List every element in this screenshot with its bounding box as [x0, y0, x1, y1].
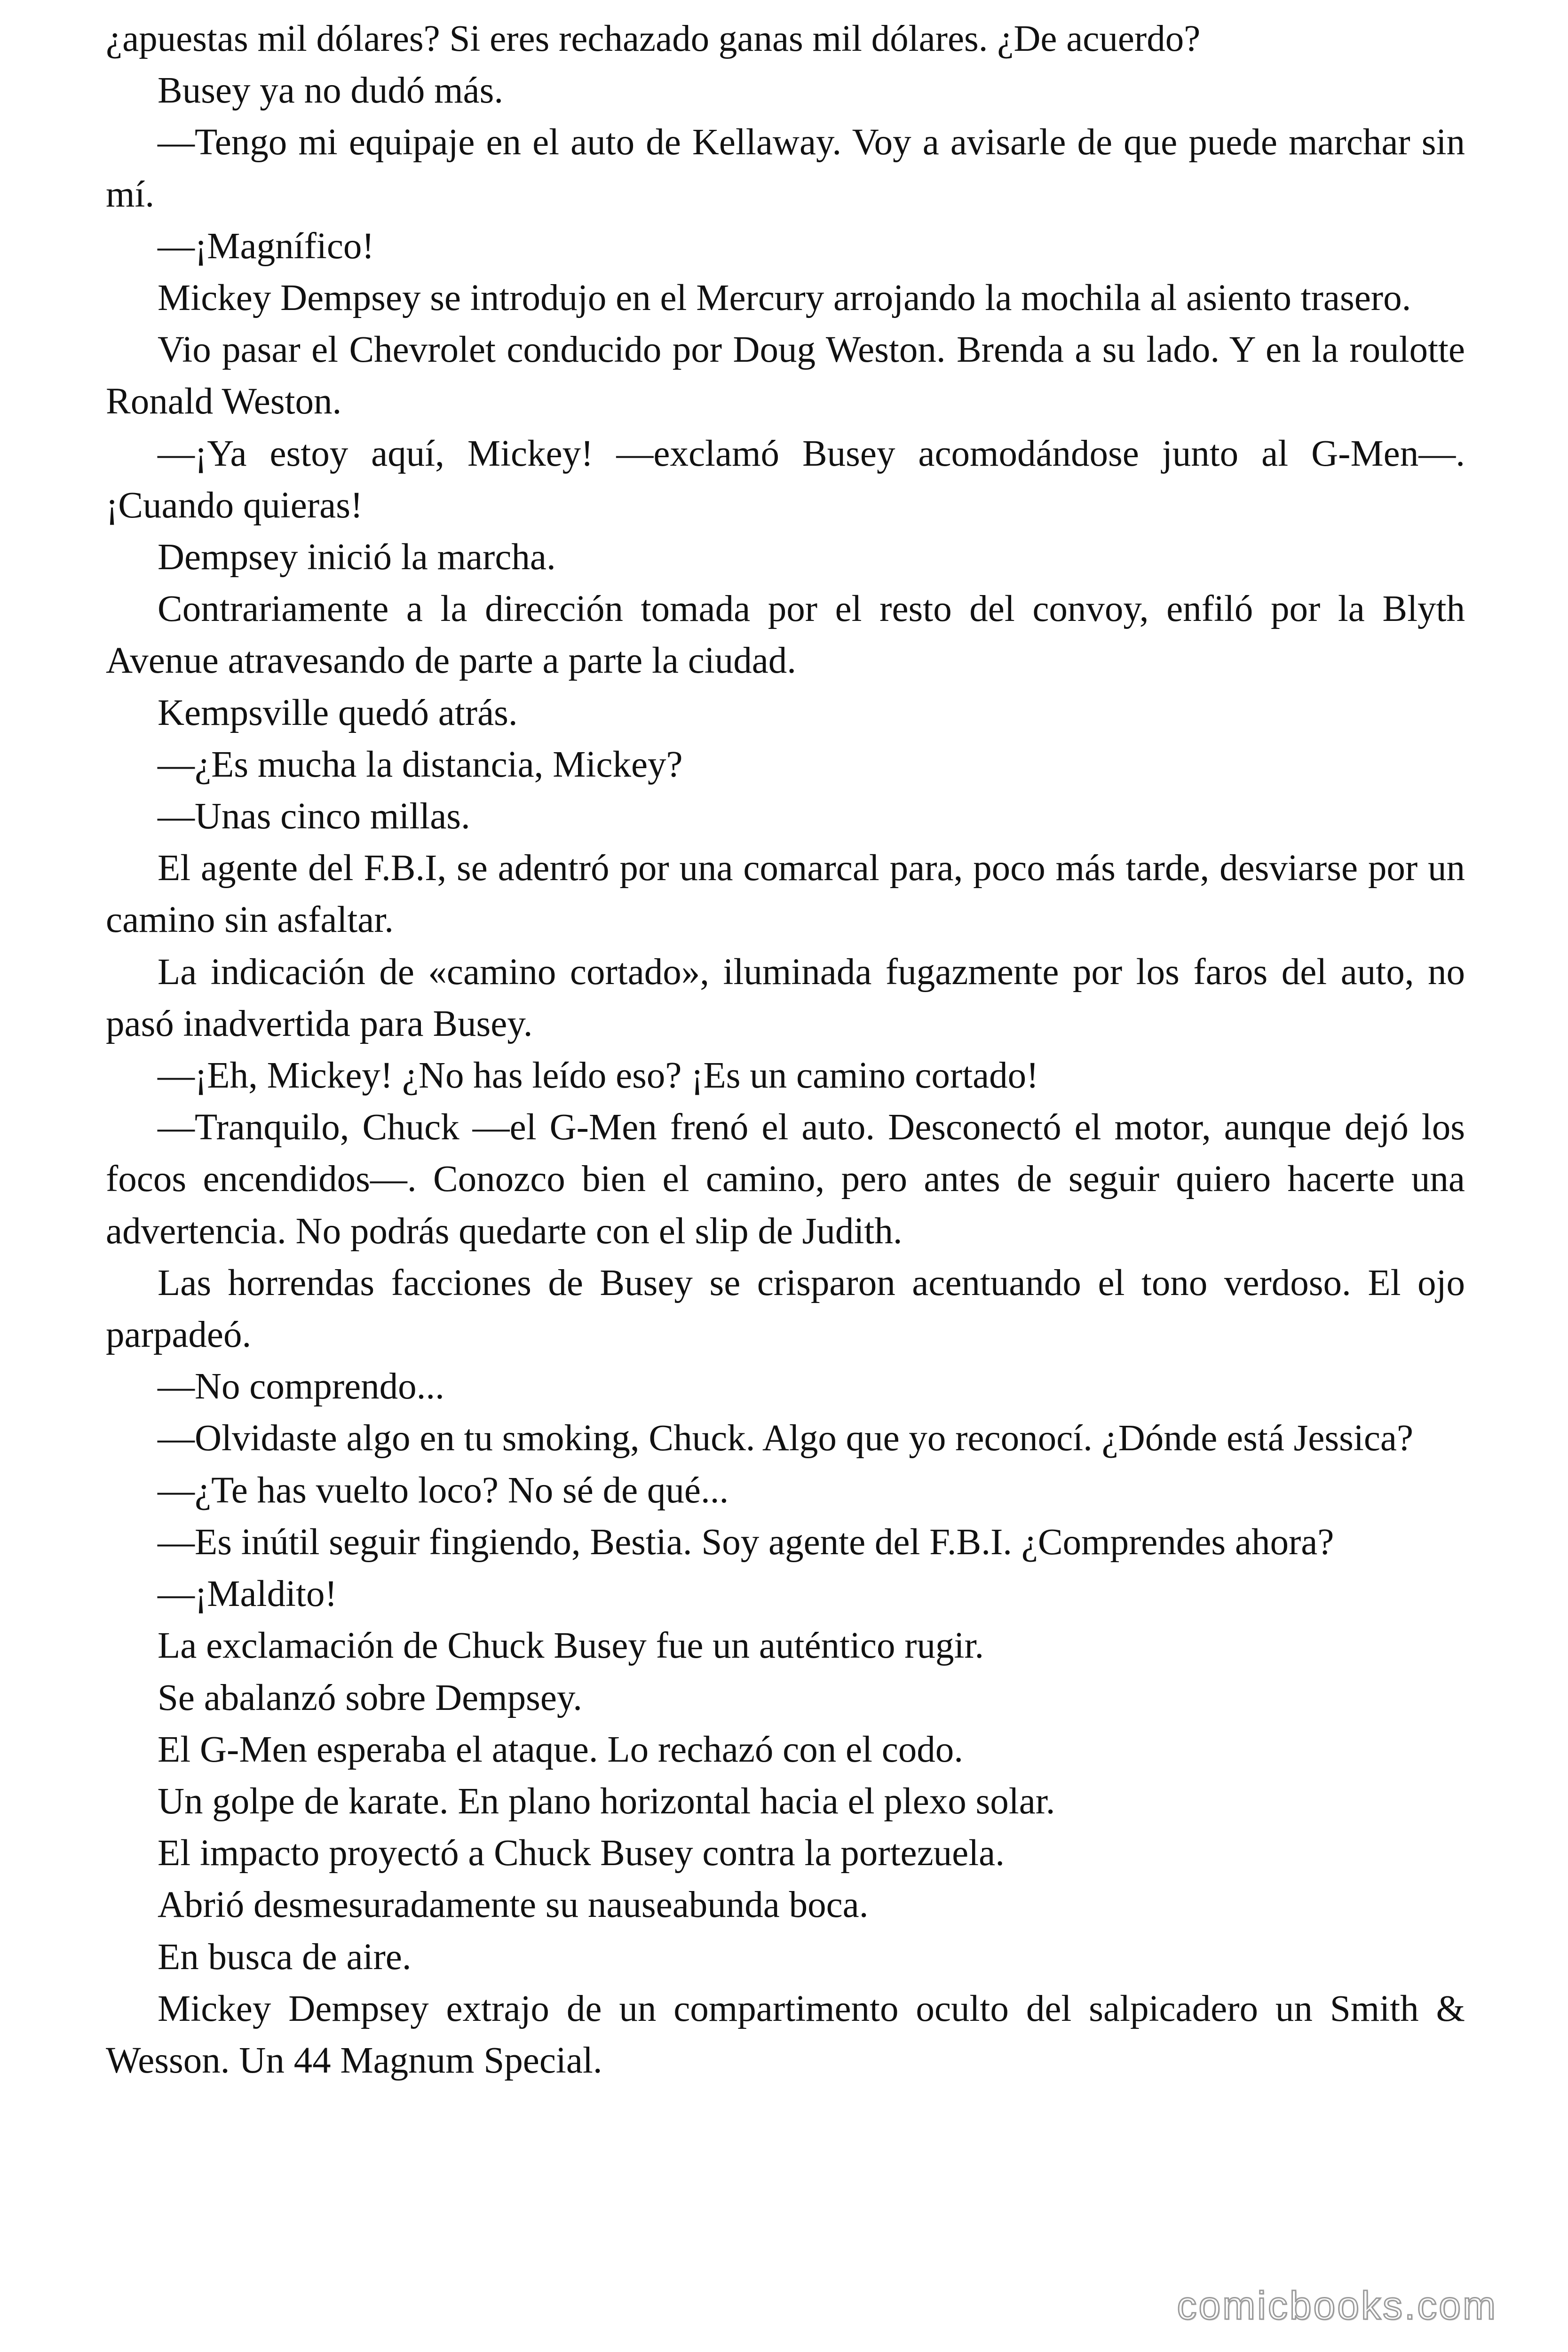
paragraph: Contrariamente a la dirección tomada por el resto del convoy, enfiló por la Blyth Avenue atravesando de parte a parte la ciudad. [106, 588, 1465, 682]
paragraph: Vio pasar el Chevrolet conducido por Doug Weston. Brenda a su lado. Y en la roulotte Ronald Weston. [106, 329, 1465, 422]
paragraph: El agente del F.B.I, se adentró por una comarcal para, poco más tarde, desviarse por un camino sin asfaltar. [106, 848, 1465, 941]
paragraph: Un golpe de karate. En plano horizontal hacia el plexo solar. [158, 1780, 1055, 1822]
paragraph: —Unas cinco millas. [158, 796, 470, 837]
paragraph: —Tengo mi equipaje en el auto de Kellaway. Voy a avisarle de que puede marchar sin mí. [106, 122, 1465, 215]
paragraph: Abrió desmesuradamente su nauseabunda boca. [158, 1884, 869, 1926]
paragraph: Las horrendas facciones de Busey se crisparon acentuando el tono verdoso. El ojo parpadeó. [106, 1262, 1465, 1356]
paragraph: Dempsey inició la marcha. [158, 537, 556, 578]
paragraph: La indicación de «camino cortado», iluminada fugazmente por los faros del auto, no pasó inadvertida para Busey. [106, 951, 1465, 1044]
paragraph: Busey ya no dudó más. [158, 70, 504, 111]
paragraph: —¿Es mucha la distancia, Mickey? [158, 744, 683, 785]
paragraph: —¿Te has vuelto loco? No sé de qué... [158, 1470, 729, 1511]
paragraph: Mickey Dempsey extrajo de un compartimento oculto del salpicadero un Smith & Wesson. Un 44 Magnum Special. [106, 1988, 1465, 2081]
paragraph: —No comprendo... [158, 1366, 444, 1407]
paragraph: Kempsville quedó atrás. [158, 692, 518, 733]
paragraph: —Es inútil seguir fingiendo, Bestia. Soy agente del F.B.I. ¿Comprendes ahora? [158, 1521, 1334, 1563]
paragraph: En busca de aire. [158, 1936, 412, 1978]
paragraph: —¡Eh, Mickey! ¿No has leído eso? ¡Es un camino cortado! [158, 1055, 1039, 1097]
paragraph: —¡Maldito! [158, 1573, 337, 1615]
paragraph: La exclamación de Chuck Busey fue un auténtico rugir. [158, 1625, 984, 1667]
paragraph: —Tranquilo, Chuck —el G-Men frenó el auto. Desconectó el motor, aunque dejó los focos encendidos—. Conozco bien el camino, pero antes de seguir quiero hacerte una advertencia. No podrás quedarte con el slip de Judith. [106, 1107, 1465, 1252]
paragraph: —¡Ya estoy aquí, Mickey! —exclamó Busey acomodándose junto al G-Men—. ¡Cuando quieras! [106, 433, 1465, 526]
paragraph: Se abalanzó sobre Dempsey. [158, 1677, 583, 1718]
paragraph: —¡Magnífico! [158, 225, 374, 267]
paragraph: —Olvidaste algo en tu smoking, Chuck. Algo que yo reconocí. ¿Dónde está Jessica? [158, 1418, 1414, 1459]
paragraph: El impacto proyectó a Chuck Busey contra la portezuela. [158, 1833, 1005, 1874]
paragraph: Mickey Dempsey se introdujo en el Mercury arrojando la mochila al asiento trasero. [158, 278, 1411, 319]
watermark: comicbooks.com [1177, 2283, 1497, 2328]
body-text [106, 13, 1465, 2087]
paragraph: ¿apuestas mil dólares? Si eres rechazado ganas mil dólares. ¿De acuerdo? [106, 18, 1201, 59]
paragraph: El G-Men esperaba el ataque. Lo rechazó con el codo. [158, 1729, 964, 1770]
